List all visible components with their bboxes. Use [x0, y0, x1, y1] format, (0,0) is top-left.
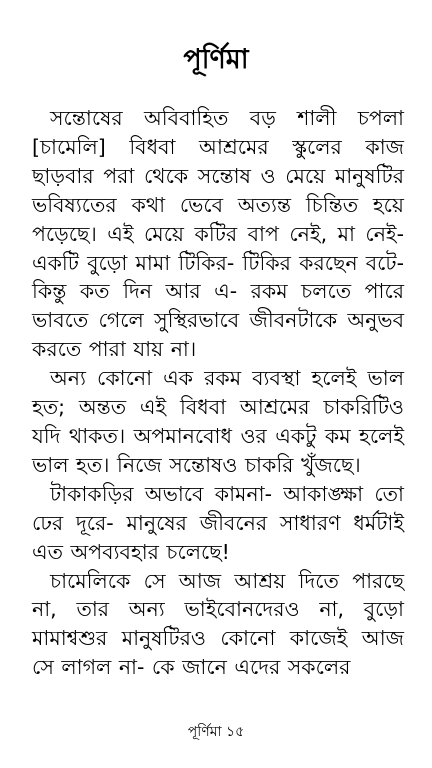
page-footer: পূর্ণিমা ১৫ [187, 724, 245, 740]
paragraph: টাকাকড়ির অভাবে কামনা- আকাঙ্ক্ষা তো ঢের দূরে- মানুষের জীবনের সাধারণ ধর্মটাই এত অপব্যবহার চলেছে! [32, 481, 404, 564]
page-title: পূর্ণিমা [183, 44, 249, 75]
paragraph: অন্য কোনো এক রকম ব্যবস্থা হলেই ভাল হত; অন্তত এই বিধবা আশ্রমের চাকরিটিও যদি থাকত। অপমানবোধ ওর একটু কম হলেই ভাল হত। নিজে সন্তোষও চাকরি খুঁজছে। [32, 366, 404, 477]
paragraph: চামেলিকে সে আজ আশ্রয় দিতে পারছে না, তার অন্য ভাইবোনদেরও না, বুড়ো মামাশ্বশুর মানুষটিরও কোনো কাজেই আজ সে লাগল না- কে জানে এদের সকলের [32, 568, 404, 680]
body-text [32, 104, 404, 682]
paragraph: সন্তোষের অবিবাহিত বড় শালী চপলা [চামেলি] বিধবা আশ্রমের স্কুলের কাজ ছাড়বার পরা থেকে সন্তোষ ও মেয়ে মানুষটির ভবিষ্যতের কথা ভেবে অত্যন্ত চিন্তিত হয়ে পড়েছে। এই মেয়ে কটির বাপ নেই, মা নেই- একটি বুড়ো মামা টিকির- টিকির করছেন বটে- কিন্তু কত দিন আর এ- রকম চলতে পারে ভাবতে গেলে সুস্থিরভাবে জীবনটাকে অনুভব করতে পারা যায় না। [32, 106, 404, 362]
